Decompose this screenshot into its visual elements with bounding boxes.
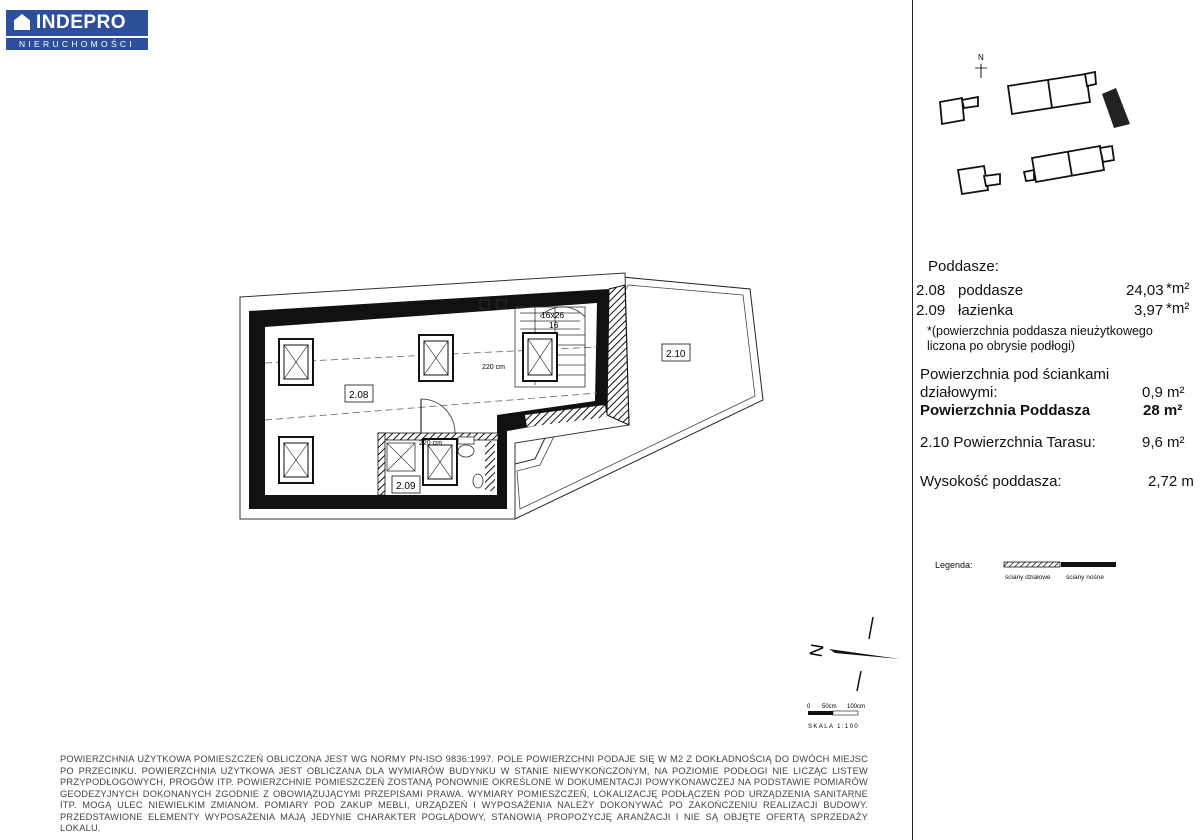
stairs-step-count: 16 [549,320,559,330]
scale-tick-50: 50cm [822,704,837,710]
room-id-2-10: 2.10 [666,349,686,360]
panel-divider [912,0,913,840]
room-label-2-08 [345,385,373,402]
room-number: 2.08 [916,282,946,299]
scale-tick-100: 100cm [847,704,866,710]
area-footnote: *(powierzchnia poddasza nieużytkowego liczona po obrysie podłogi) [927,324,1153,353]
keyplan-building-dark [1102,88,1130,128]
area-disclaimer: POWIERZCHNIA UŻYTKOWA POMIESZCZEŃ OBLICZONA JEST WG NORMY PN-ISO 9836:1997. POLE POWIERZCHNI PODAJE SIĘ W M2 Z DOKŁADNOŚCIĄ DO DWÓCH MIEJSC PO PRZECINKU. POWIERZCHNIA UŻYTKOWA JEST OBLICZANA DLA WYMIARÓW BUDYNKU W STANIE NIEWYKOŃCZONYM, NA POZIOMIE PODŁOGI NIE LICZĄC LISTEW PRZYPODŁOGOWYCH, PROGÓW ITP. POWIERZCHNIE POMIESZCZEŃ ZOSTANĄ PONOWNIE OKREŚLONE W DOKUMENTACJI POWYKONAWCZEJ NA PODSTAWIE POMIARÓW GEODEZYJNYCH DOKONANYCH ZGODNIE Z OBOWIĄZUJĄCYMI PRZEPISAMI PRAWA. WYMIARY POMIESZCZEŃ, LOKALIZACJĘ PODŁĄCZEŃ POD URZĄDZENIA SANITARNE ITP. MOGĄ ULEC NIEWIELKIM ZMIANOM. POMIARY POD ZAKUP MEBLI, URZĄDZEŃ I WYPOSAŻENIA NALEŻY DOKONYWAĆ PO ZAKOŃCZENIU REALIZACJI BUDOWY. PRZEDSTAWIONE ELEMENTY WYPOSAŻENIA MAJĄ JEDYNIE CHARAKTER POGLĄDOWY, STANOWIĄ PROPOZYCJĘ ARANŻACJI I NIE SĄ OBJĘTE OFERTĄ SPRZEDAŻY LOKALU. [60,754,868,833]
room-area-unit: *m² [1166,280,1190,297]
scale-label: SKALA 1:100 [808,724,860,730]
legend-partition-walls: ściany działowe [1005,574,1051,581]
company-logo [6,10,148,50]
scale-bar [805,700,875,732]
compass-north-label: N [805,642,828,659]
room-number: 2.09 [916,302,946,319]
stairs-dimension-label: 16x26 [541,310,565,320]
total-area-label: Powierzchnia Poddasza [920,402,1091,419]
keyplan-building-c [958,166,1000,194]
room-id-2-08: 2.08 [349,390,369,401]
height-line-label-1: 220 cm [482,364,505,371]
load-wall-swatch [1061,562,1116,567]
room-name: poddasze [958,282,1024,299]
keyplan-building-a [940,97,978,124]
room-area: 24,03 [1126,282,1164,299]
scale-tick-0: 0 [807,704,811,710]
logo-tagline: NIERUCHOMOŚCI [6,38,148,50]
house-icon [14,14,30,30]
compass-rose [805,615,905,695]
room-name: łazienka [958,302,1014,319]
skylight-4 [279,437,313,483]
skylight-1 [279,339,313,385]
legend-swatches [1003,561,1117,569]
room-id-2-09: 2.09 [396,481,416,492]
logo-brand-text: INDEPRO [36,12,127,33]
height-line-label-2: 220 cm [419,440,442,447]
partition-label-line-1: Powierzchnia pod ściankami [920,366,1110,383]
room-area: 3,97 [1134,302,1164,319]
terrace-area-label: 2.10 Powierzchnia Tarasu: [920,434,1096,451]
legend-title: Legenda: [935,560,973,570]
legend-load-walls: ściany nośne [1066,574,1104,581]
logo-brand [6,10,148,36]
keyplan-north-label: N [978,53,984,62]
skylight-3 [523,333,557,381]
room-label-2-09 [392,476,420,493]
attic-height-label: Wysokość poddasza: [920,473,1062,490]
keyplan-building-b [1008,72,1096,114]
room-area-unit: *m² [1166,300,1190,317]
site-keyplan [920,40,1140,210]
attic-height-value: 2,72 m [1148,473,1194,490]
terrace-area-value: 9,6 m² [1142,434,1185,451]
partition-value: 0,9 m² [1142,384,1185,401]
room-label-2-10 [662,344,690,361]
floor-plan [235,265,775,550]
compass-needle [829,649,900,659]
skylight-2 [419,335,453,381]
floor-heading: Poddasze: [928,258,999,275]
partition-wall-swatch [1004,562,1060,567]
keyplan-building-d [1024,146,1114,182]
keyplan-north-arrow [975,53,987,78]
total-area-value: 28 m² [1143,402,1183,419]
partition-label-line-2: działowymi: [920,384,998,401]
